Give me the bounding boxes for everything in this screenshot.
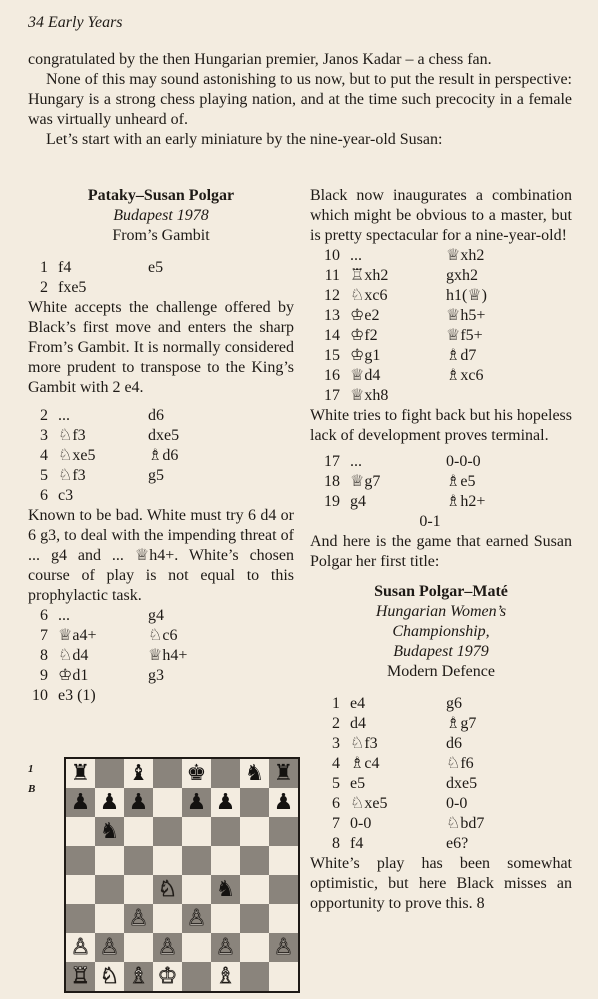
move-row <box>310 694 572 714</box>
move-row <box>310 386 572 406</box>
black-move: ♗d7 <box>446 347 477 364</box>
running-header: 34 Early Years <box>28 14 123 31</box>
white-move: ♔e2 <box>350 307 380 324</box>
moves-block <box>28 406 294 506</box>
white-move: ... <box>350 453 362 470</box>
black-move: ♗h2+ <box>446 493 486 510</box>
move-number: 6 <box>40 607 48 624</box>
black-move: h1(♕) <box>446 287 487 304</box>
white-move: ♕d4 <box>350 367 381 384</box>
moves-block <box>28 258 294 298</box>
game1-players: Pataky–Susan Polgar <box>87 187 235 204</box>
move-row <box>28 406 294 426</box>
board-square <box>240 962 269 991</box>
move-row <box>310 472 572 492</box>
board-square <box>269 817 298 846</box>
white-move: ♔g1 <box>350 347 381 364</box>
move-row <box>310 734 572 754</box>
move-row <box>310 266 572 286</box>
white-pawn-icon: ♙ <box>157 934 178 960</box>
white-move: 0-0 <box>350 815 372 832</box>
board-square <box>124 904 153 933</box>
move-number: 2 <box>40 407 48 424</box>
white-move: ... <box>58 607 70 624</box>
move-number: 1 <box>332 695 340 712</box>
white-pawn-icon: ♙ <box>99 934 120 960</box>
white-move: c3 <box>58 487 74 504</box>
board-square <box>211 962 240 991</box>
white-move: ♘xe5 <box>350 795 388 812</box>
move-number: 5 <box>40 467 48 484</box>
move-number: 6 <box>40 487 48 504</box>
board-square <box>269 788 298 817</box>
board-square <box>124 759 153 788</box>
board-square <box>240 759 269 788</box>
move-row <box>28 626 294 646</box>
white-move: ♕a4+ <box>58 627 97 644</box>
board-square <box>211 788 240 817</box>
board-square <box>66 875 95 904</box>
board-square <box>124 933 153 962</box>
white-move: ... <box>58 407 70 424</box>
white-move: ♘f3 <box>58 467 86 484</box>
intro-paragraph-1: congratulated by the then Hungarian premier, Janos Kadar – a chess fan. <box>28 51 492 68</box>
board-square <box>182 846 211 875</box>
diagram-number: 1 <box>28 763 34 775</box>
commentary: White tries to fight back but his hopeless lack of development proves terminal. <box>310 407 572 444</box>
board-square <box>153 933 182 962</box>
black-pawn-icon: ♟ <box>186 789 207 815</box>
board-square <box>269 875 298 904</box>
move-row <box>310 714 572 734</box>
black-knight-icon: ♞ <box>215 876 236 902</box>
move-number: 7 <box>332 815 340 832</box>
move-number: 4 <box>332 755 340 772</box>
board-square <box>66 846 95 875</box>
intro-text <box>28 50 572 150</box>
move-number: 3 <box>40 427 48 444</box>
move-number: 13 <box>324 307 340 324</box>
game2-players: Susan Polgar–Maté <box>374 583 508 600</box>
board-square <box>240 933 269 962</box>
board-square <box>269 904 298 933</box>
move-number: 2 <box>40 279 48 296</box>
move-number: 6 <box>332 795 340 812</box>
board-square <box>66 904 95 933</box>
commentary: Black now inaugurates a combination which might be obvious to a master, but is pretty spectacular for a nine-year-old! <box>310 187 572 244</box>
white-knight-icon: ♘ <box>99 963 120 989</box>
board-square <box>66 962 95 991</box>
white-pawn-icon: ♙ <box>215 934 236 960</box>
board-square <box>153 904 182 933</box>
board-square <box>211 846 240 875</box>
move-row <box>28 646 294 666</box>
black-pawn-icon: ♟ <box>99 789 120 815</box>
black-move: e6? <box>446 835 469 852</box>
board-square <box>269 759 298 788</box>
white-move: ♘xe5 <box>58 447 96 464</box>
move-row <box>28 466 294 486</box>
black-pawn-icon: ♟ <box>128 789 149 815</box>
board-square <box>240 846 269 875</box>
black-move: dxe5 <box>446 775 478 792</box>
move-row <box>28 686 294 706</box>
move-number: 8 <box>332 835 340 852</box>
black-pawn-icon: ♟ <box>70 789 91 815</box>
white-pawn-icon: ♙ <box>186 905 207 931</box>
board-square <box>66 817 95 846</box>
board-square <box>153 962 182 991</box>
black-move: g5 <box>148 467 164 484</box>
black-bishop-icon: ♝ <box>128 760 149 786</box>
board-square <box>66 759 95 788</box>
move-row <box>310 774 572 794</box>
game2-event-line2: Championship, <box>392 623 490 640</box>
move-row <box>310 834 572 854</box>
moves-block <box>310 694 572 854</box>
board-square <box>240 788 269 817</box>
black-king-icon: ♚ <box>186 760 207 786</box>
black-move: ♗xc6 <box>446 367 484 384</box>
board-square <box>66 788 95 817</box>
chess-board <box>64 757 300 993</box>
white-move: e3 (1) <box>58 687 96 704</box>
black-move: dxe5 <box>148 427 180 444</box>
white-move: ♗c4 <box>350 755 380 772</box>
moves-block <box>310 246 572 406</box>
move-row <box>28 606 294 626</box>
move-number: 18 <box>324 473 340 490</box>
board-square <box>153 759 182 788</box>
white-move: ♕g7 <box>350 473 381 490</box>
black-move: e5 <box>148 259 164 276</box>
white-pawn-icon: ♙ <box>128 905 149 931</box>
board-square <box>182 759 211 788</box>
white-knight-icon: ♘ <box>157 876 178 902</box>
black-move: gxh2 <box>446 267 478 284</box>
board-square <box>153 875 182 904</box>
move-number: 9 <box>40 667 48 684</box>
black-move: ♘bd7 <box>446 815 485 832</box>
board-square <box>211 817 240 846</box>
move-row <box>28 486 294 506</box>
white-move: f4 <box>58 259 72 276</box>
board-square <box>211 759 240 788</box>
move-row <box>310 814 572 834</box>
white-move: ♘f3 <box>58 427 86 444</box>
move-number: 10 <box>32 687 48 704</box>
board-square <box>182 933 211 962</box>
move-number: 15 <box>324 347 340 364</box>
move-number: 10 <box>324 247 340 264</box>
black-rook-icon: ♜ <box>273 760 294 786</box>
game-result: 0-1 <box>419 513 441 530</box>
moves-block <box>310 452 572 512</box>
white-move: ♔d1 <box>58 667 89 684</box>
board-square <box>95 875 124 904</box>
board-square <box>269 962 298 991</box>
move-number: 7 <box>40 627 48 644</box>
white-move: ♘f3 <box>350 735 378 752</box>
move-number: 8 <box>40 647 48 664</box>
move-number: 5 <box>332 775 340 792</box>
board-square <box>95 759 124 788</box>
move-row <box>28 666 294 686</box>
move-number: 12 <box>324 287 340 304</box>
board-square <box>153 846 182 875</box>
board-square <box>240 875 269 904</box>
black-pawn-icon: ♟ <box>273 789 294 815</box>
board-square <box>95 933 124 962</box>
board-square <box>95 962 124 991</box>
commentary: And here is the game that earned Susan Polgar her first title: <box>310 533 572 570</box>
black-move: d6 <box>446 735 462 752</box>
move-row <box>310 326 572 346</box>
black-rook-icon: ♜ <box>70 760 91 786</box>
white-bishop-icon: ♗ <box>128 963 149 989</box>
board-square <box>211 875 240 904</box>
move-row <box>310 306 572 326</box>
black-move: ♕f5+ <box>446 327 483 344</box>
board-square <box>153 788 182 817</box>
board-square <box>124 817 153 846</box>
move-row <box>310 366 572 386</box>
board-square <box>66 933 95 962</box>
white-bishop-icon: ♗ <box>215 963 236 989</box>
board-square <box>95 846 124 875</box>
move-row <box>310 492 572 512</box>
black-move: d6 <box>148 407 164 424</box>
board-square <box>95 817 124 846</box>
white-move: f4 <box>350 835 364 852</box>
board-square <box>124 875 153 904</box>
chess-diagram <box>28 757 294 993</box>
black-pawn-icon: ♟ <box>215 789 236 815</box>
move-number: 3 <box>332 735 340 752</box>
commentary: Known to be bad. White must try 6 d4 or 6 g3, to deal with the impending threat of ... g4 and ... ♕h4+. White’s chosen course of play is not equal to this prophylactic task. <box>28 507 294 604</box>
black-move: ♗g7 <box>446 715 477 732</box>
white-move: ♔f2 <box>350 327 378 344</box>
board-square <box>269 933 298 962</box>
move-number: 2 <box>332 715 340 732</box>
black-move: ♕h4+ <box>148 647 188 664</box>
move-row <box>28 278 294 298</box>
game2-event-line1: Hungarian Women’s <box>375 603 507 620</box>
white-move: ♘d4 <box>58 647 89 664</box>
board-square <box>182 788 211 817</box>
board-square <box>124 788 153 817</box>
intro-paragraph-3: Let’s start with an early miniature by the nine-year-old Susan: <box>46 131 443 148</box>
white-move: g4 <box>350 493 366 510</box>
white-move: ♘xc6 <box>350 287 388 304</box>
white-move: e5 <box>350 775 366 792</box>
moves-block <box>28 606 294 706</box>
board-square <box>182 904 211 933</box>
game2-opening: Modern Defence <box>387 663 495 680</box>
black-knight-icon: ♞ <box>99 818 120 844</box>
black-move: 0-0-0 <box>446 453 481 470</box>
board-square <box>211 933 240 962</box>
move-row <box>28 258 294 278</box>
move-number: 19 <box>324 493 340 510</box>
white-move: e4 <box>350 695 366 712</box>
move-number: 17 <box>324 453 340 470</box>
black-move: ♕h5+ <box>446 307 486 324</box>
move-row <box>310 246 572 266</box>
board-square <box>182 875 211 904</box>
white-move: ... <box>350 247 362 264</box>
game1-place: Budapest 1978 <box>113 207 209 224</box>
black-move: ♗d6 <box>148 447 179 464</box>
black-move: g3 <box>148 667 164 684</box>
commentary: White’s play has been somewhat optimistic, but here Black misses an opportunity to prove this. 8 <box>310 855 572 912</box>
board-square <box>182 962 211 991</box>
right-column <box>310 186 572 914</box>
black-move: ♘c6 <box>148 627 178 644</box>
game1-opening: From’s Gambit <box>112 227 210 244</box>
commentary: White accepts the challenge offered by Black’s first move and enters the sharp From’s Gambit. It is normally considered more prudent to transpose to the King’s Gambit with 2 e4. <box>28 299 294 396</box>
move-row <box>28 426 294 446</box>
black-move: 0-0 <box>446 795 468 812</box>
black-move: ♘f6 <box>446 755 474 772</box>
intro-paragraph-2: None of this may sound astonishing to us now, but to put the result in perspective: Hungary is a strong chess playing nation, and at the time such precocity in a female was virtually unheard of. <box>28 71 572 128</box>
white-move: fxe5 <box>58 279 87 296</box>
white-king-icon: ♔ <box>157 963 178 989</box>
white-pawn-icon: ♙ <box>70 934 91 960</box>
left-column <box>28 186 294 706</box>
game2-event-line3: Budapest 1979 <box>393 643 489 660</box>
black-move: ♗e5 <box>446 473 476 490</box>
move-row <box>310 346 572 366</box>
board-square <box>269 846 298 875</box>
board-square <box>95 904 124 933</box>
board-square <box>95 788 124 817</box>
move-row <box>28 446 294 466</box>
move-row <box>310 452 572 472</box>
move-number: 17 <box>324 387 340 404</box>
board-square <box>124 846 153 875</box>
black-knight-icon: ♞ <box>244 760 265 786</box>
board-square <box>124 962 153 991</box>
diagram-side-to-move: B <box>28 783 36 795</box>
white-move: d4 <box>350 715 366 732</box>
move-number: 14 <box>324 327 340 344</box>
move-row <box>310 794 572 814</box>
move-number: 16 <box>324 367 340 384</box>
board-square <box>182 817 211 846</box>
move-number: 11 <box>324 267 340 284</box>
black-move: g6 <box>446 695 462 712</box>
white-pawn-icon: ♙ <box>273 934 294 960</box>
white-rook-icon: ♖ <box>70 963 91 989</box>
board-square <box>240 904 269 933</box>
black-move: g4 <box>148 607 164 624</box>
board-square <box>211 904 240 933</box>
move-number: 1 <box>40 259 48 276</box>
white-move: ♖xh2 <box>350 267 389 284</box>
move-row <box>310 754 572 774</box>
board-square <box>153 817 182 846</box>
black-move: ♕xh2 <box>446 247 485 264</box>
white-move: ♕xh8 <box>350 387 389 404</box>
move-number: 4 <box>40 447 48 464</box>
board-square <box>240 817 269 846</box>
move-row <box>310 286 572 306</box>
